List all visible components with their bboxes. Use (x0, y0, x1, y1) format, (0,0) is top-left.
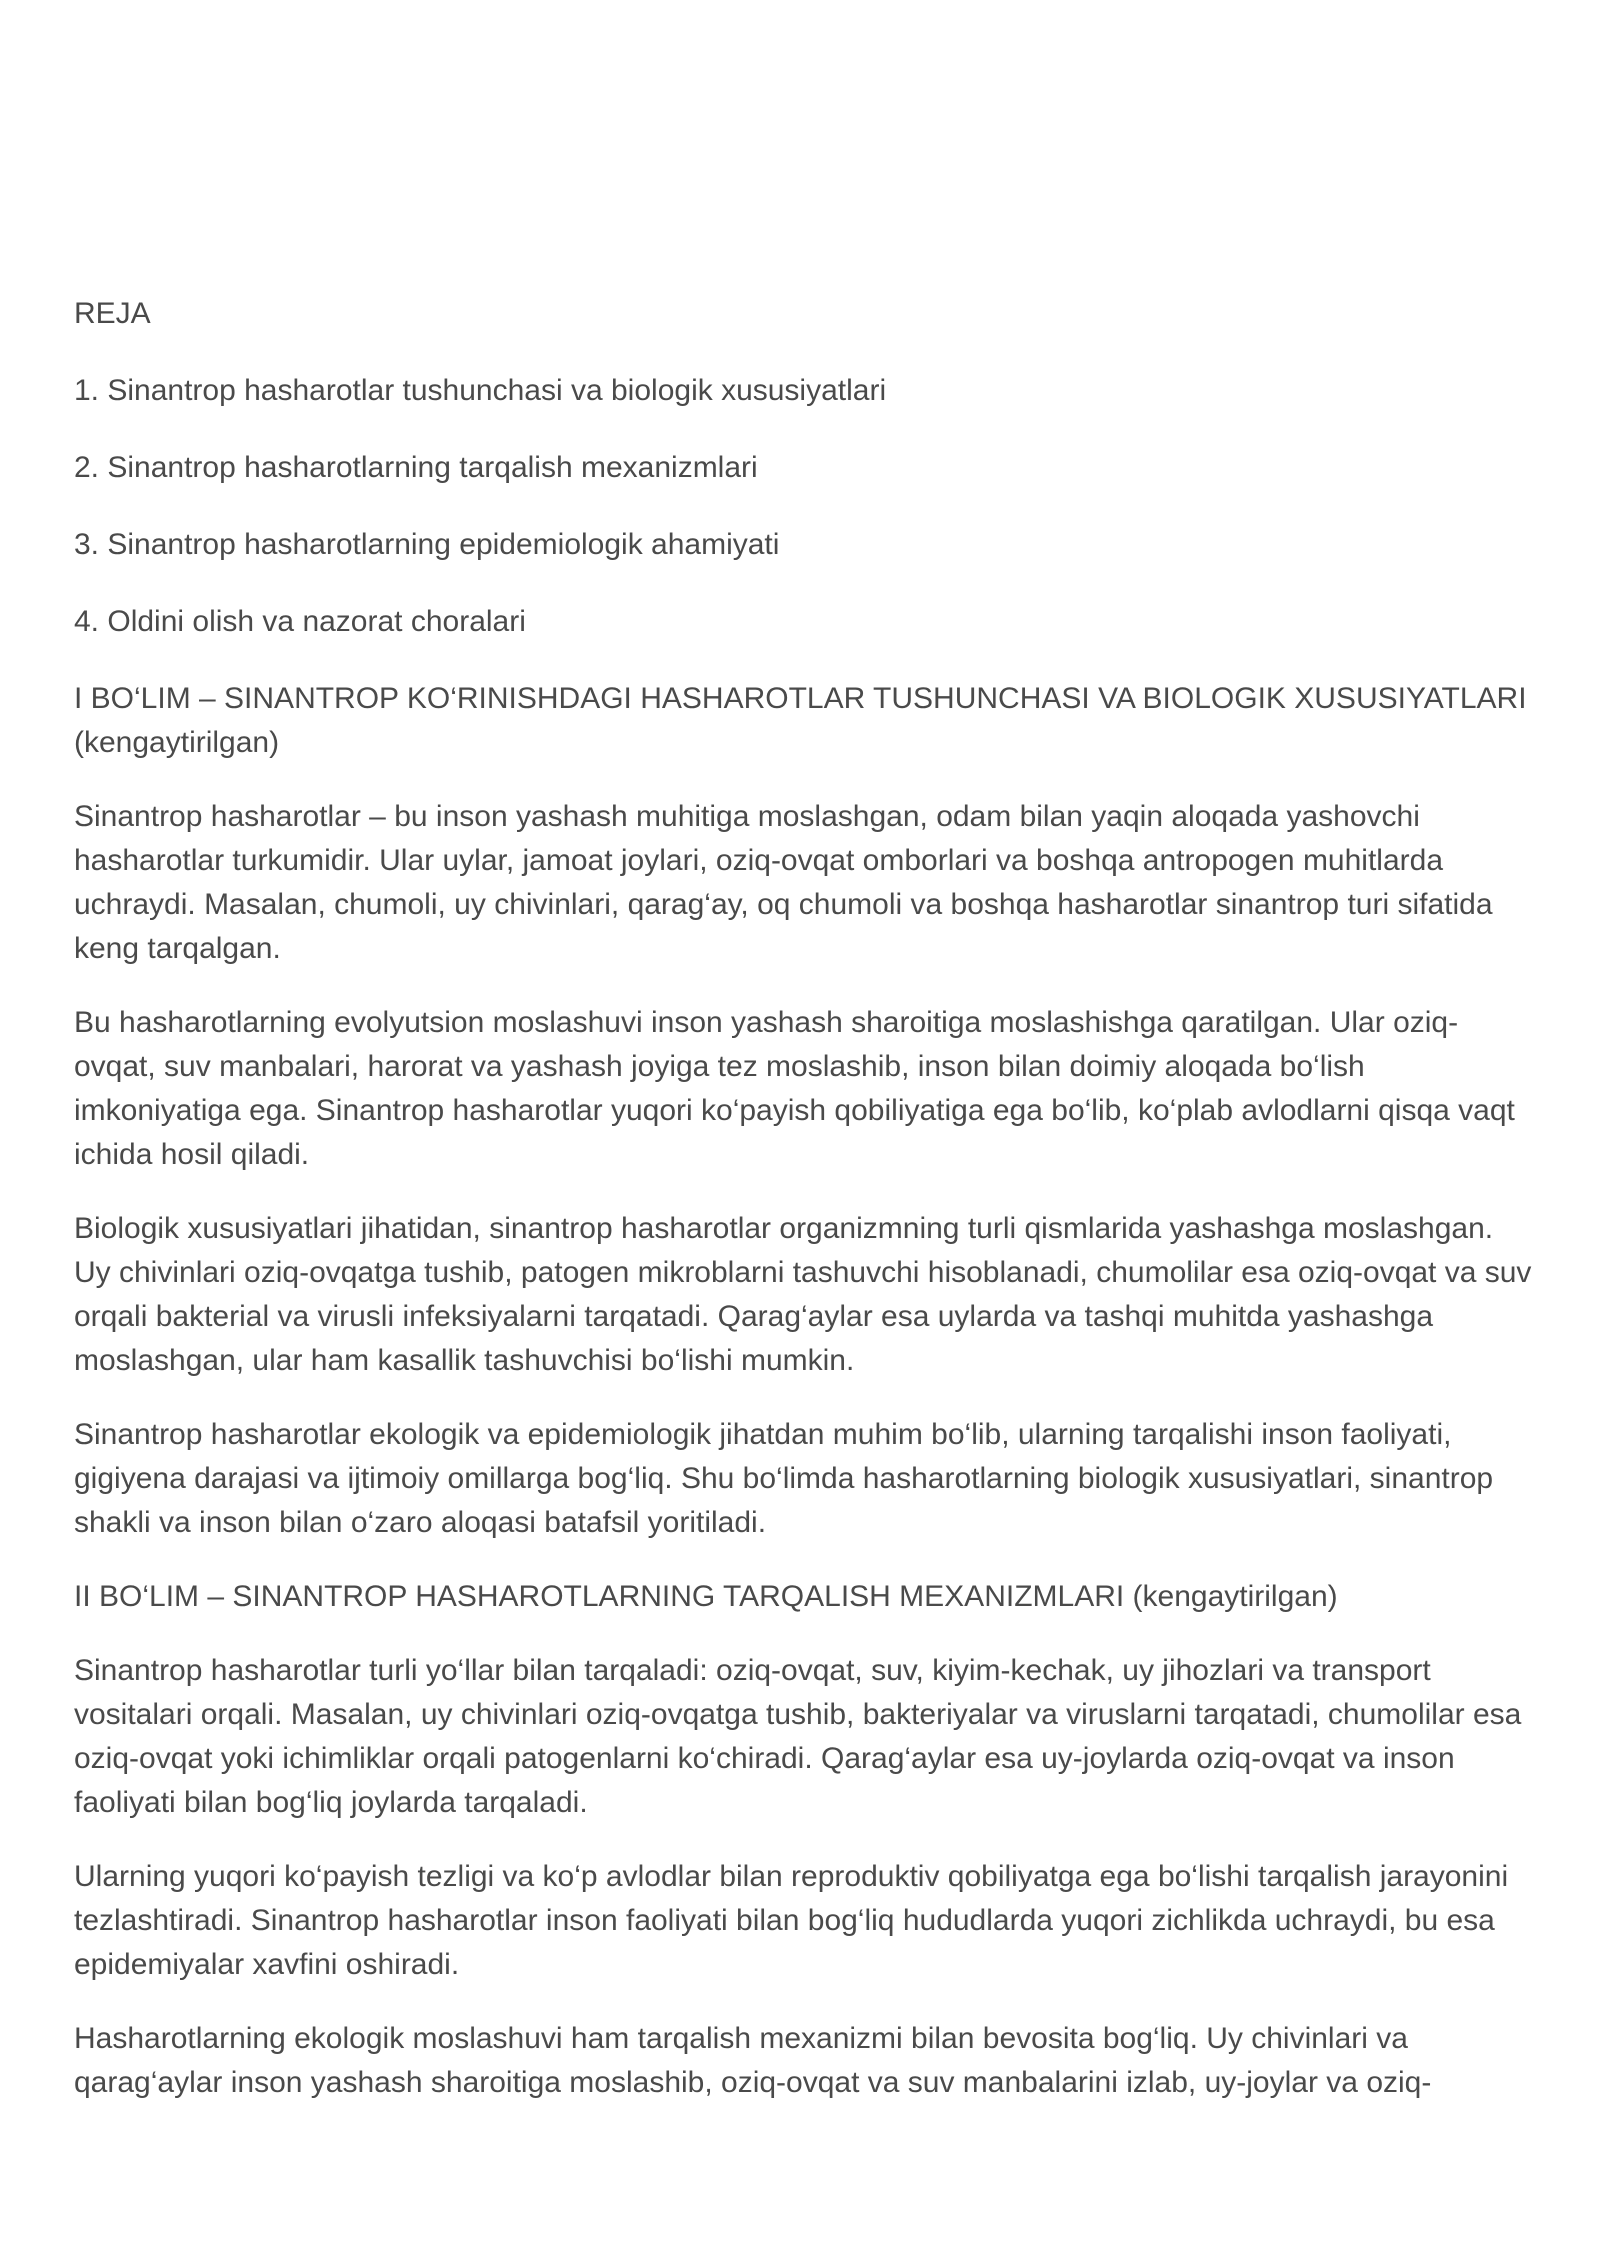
section-2-paragraph-2: Ularning yuqori ko‘payish tezligi va ko‘p avlodlar bilan reproduktiv qobiliyatga ega bo‘lishi tarqalish jarayonini tezlashtiradi. Sinantrop hasharotlar inson faoliyati bilan bog‘liq hududlarda yuqori zichlikda uchraydi, bu esa epidemiyalar xavfini oshiradi. (74, 1860, 1509, 1981)
section-2-paragraph-3: Hasharotlarning ekologik moslashuvi ham tarqalish mexanizmi bilan bevosita bog‘liq. Uy chivinlari va qarag‘aylar inson yashash sharoitiga moslashib, oziq-ovqat va suv manbalarini izlab, uy-joylar va oziq- (74, 2022, 1432, 2099)
section-1-paragraph-3: Biologik xususiyatlari jihatidan, sinantrop hasharotlar organizmning turli qismlarida yashashga moslashgan. Uy chivinlari oziq-ovqatga tushib, patogen mikroblarni tashuvchi hisoblanadi, chumolilar esa oziq-ovqat va suv orqali bakterial va virusli infeksiyalarni tarqatadi. Qarag‘aylar esa uylarda va tashqi muhitda yashashga moslashgan, ular ham kasallik tashuvchisi bo‘lishi mumkin. (74, 1212, 1532, 1377)
plan-item-1: 1. Sinantrop hasharotlar tushunchasi va biologik xususiyatlari (74, 374, 887, 407)
plan-item-2: 2. Sinantrop hasharotlarning tarqalish mexanizmlari (74, 451, 758, 484)
plan-title: REJA (74, 297, 151, 330)
section-2-paragraph-1: Sinantrop hasharotlar turli yo‘llar bilan tarqaladi: oziq-ovqat, suv, kiyim-kechak, uy jihozlari va transport vositalari orqali. Masalan, uy chivinlari oziq-ovqatga tushib, bakteriyalar va viruslarni tarqatadi, chumolilar esa oziq-ovqat yoki ichimliklar orqali patogenlarni ko‘chiradi. Qarag‘aylar esa uy-joylarda oziq-ovqat va inson faoliyati bilan bog‘liq joylarda tarqaladi. (74, 1654, 1522, 1819)
section-1-paragraph-2: Bu hasharotlarning evolyutsion moslashuvi inson yashash sharoitiga moslashishga qaratilgan. Ular oziq-ovqat, suv manbalari, harorat va yashash joyiga tez moslashib, inson bilan doimiy aloqada bo‘lish imkoniyatiga ega. Sinantrop hasharotlar yuqori ko‘payish qobiliyatiga ega bo‘lib, ko‘plab avlodlarni qisqa vaqt ichida hosil qiladi. (74, 1006, 1515, 1171)
document-page (74, 292, 1536, 2105)
section-2-heading: II BO‘LIM – SINANTROP HASHAROTLARNING TARQALISH MEXANIZMLARI (kengaytirilgan) (74, 1580, 1338, 1613)
plan-item-3: 3. Sinantrop hasharotlarning epidemiologik ahamiyati (74, 528, 780, 561)
section-1-heading: I BO‘LIM – SINANTROP KO‘RINISHDAGI HASHAROTLAR TUSHUNCHASI VA BIOLOGIK XUSUSIYATLARI (kengaytirilgan) (74, 682, 1527, 759)
section-1-paragraph-4: Sinantrop hasharotlar ekologik va epidemiologik jihatdan muhim bo‘lib, ularning tarqalishi inson faoliyati, gigiyena darajasi va ijtimoiy omillarga bog‘liq. Shu bo‘limda hasharotlarning biologik xususiyatlari, sinantrop shakli va inson bilan o‘zaro aloqasi batafsil yoritiladi. (74, 1418, 1494, 1539)
section-1-paragraph-1: Sinantrop hasharotlar – bu inson yashash muhitiga moslashgan, odam bilan yaqin aloqada yashovchi hasharotlar turkumidir. Ular uylar, jamoat joylari, oziq-ovqat omborlari va boshqa antropogen muhitlarda uchraydi. Masalan, chumoli, uy chivinlari, qarag‘ay, oq chumoli va boshqa hasharotlar sinantrop turi sifatida keng tarqalgan. (74, 800, 1493, 965)
plan-item-4: 4. Oldini olish va nazorat choralari (74, 605, 526, 638)
